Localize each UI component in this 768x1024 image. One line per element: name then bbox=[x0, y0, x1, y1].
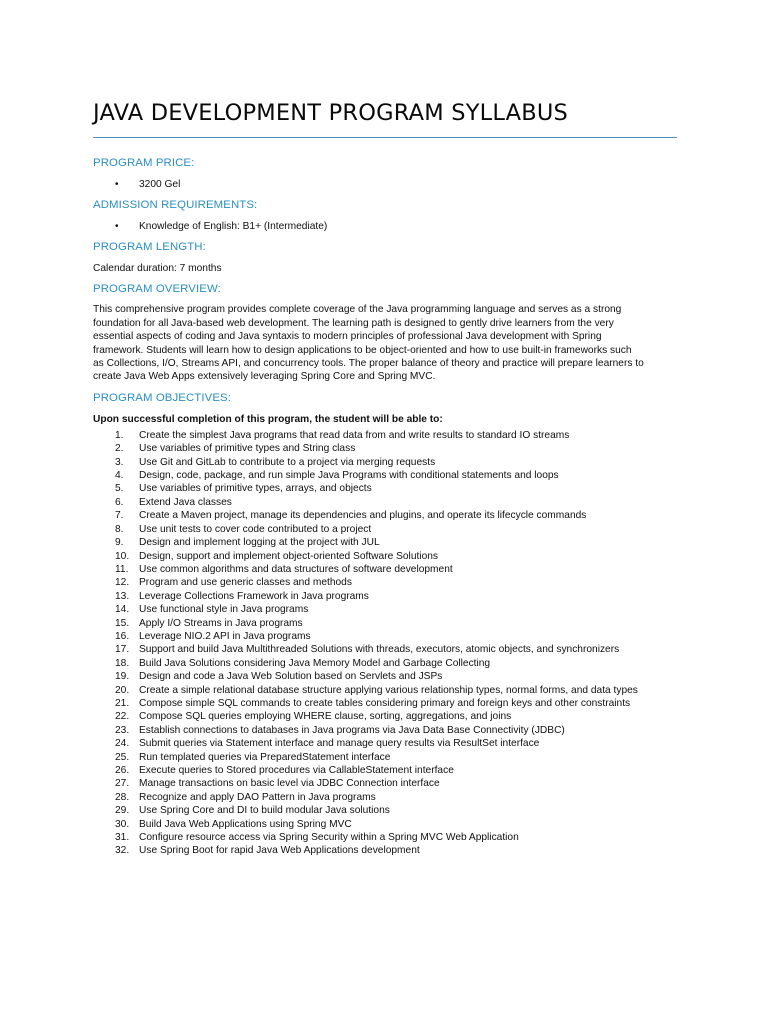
list-item-number: 1. bbox=[115, 429, 124, 441]
list-item-number: 20. bbox=[115, 684, 130, 696]
list-item-text: Use Git and GitLab to contribute to a project via merging requests bbox=[139, 456, 436, 468]
list-item-text: Use common algorithms and data structures of software development bbox=[139, 563, 453, 575]
list-item bbox=[93, 603, 677, 616]
list-item bbox=[93, 751, 677, 764]
list-item-number: 4. bbox=[115, 470, 124, 482]
list-item-text: Configure resource access via Spring Security within a Spring MVC Web Application bbox=[139, 832, 519, 844]
list-item-text: Leverage Collections Framework in Java programs bbox=[139, 590, 369, 602]
list-item bbox=[93, 509, 677, 522]
list-item-number: 17. bbox=[115, 644, 130, 656]
list-item-number: 16. bbox=[115, 630, 130, 642]
list-item bbox=[93, 630, 677, 643]
admission-section bbox=[93, 198, 677, 233]
list-item-number: 28. bbox=[115, 791, 130, 803]
list-item bbox=[93, 482, 677, 495]
list-item-number: 31. bbox=[115, 832, 130, 844]
list-item-number: 14. bbox=[115, 604, 130, 616]
list-item-text: Create a Maven project, manage its dependencies and plugins, and operate its lifecycle commands bbox=[139, 510, 587, 522]
list-item-text: Design and implement logging at the project with JUL bbox=[139, 537, 380, 549]
list-item-text: Run templated queries via PreparedStatement interface bbox=[139, 751, 391, 763]
overview-line: create Java Web Apps extensively leveraging Spring Core and Spring MVC. bbox=[93, 371, 436, 383]
list-item bbox=[93, 804, 677, 817]
overview-line: foundation for all Java-based web development. The learning path is designed to gently drive learners from the very bbox=[93, 317, 614, 329]
list-item bbox=[93, 818, 677, 831]
price-value: 3200 Gel bbox=[139, 179, 181, 190]
list-item-number: 7. bbox=[115, 510, 124, 522]
price-item bbox=[93, 178, 677, 191]
list-item-text: Design and code a Java Web Solution based on Servlets and JSPs bbox=[139, 671, 443, 683]
list-item-number: 6. bbox=[115, 496, 124, 508]
list-item bbox=[93, 456, 677, 469]
list-item-text: Use Spring Boot for rapid Java Web Applications development bbox=[139, 845, 420, 857]
list-item-text: Extend Java classes bbox=[139, 496, 232, 508]
admission-item bbox=[93, 220, 677, 233]
list-item-text: Use variables of primitive types, arrays, and objects bbox=[139, 483, 372, 495]
list-item-number: 24. bbox=[115, 738, 130, 750]
list-item bbox=[93, 724, 677, 737]
list-item bbox=[93, 697, 677, 710]
list-item-number: 15. bbox=[115, 617, 130, 629]
list-item-text: Use Spring Core and DI to build modular Java solutions bbox=[139, 805, 390, 817]
list-item bbox=[93, 429, 677, 442]
overview-line: essential aspects of coding and Java syntaxis to modern principles of professional Java development with Spring bbox=[93, 331, 602, 343]
price-section bbox=[93, 156, 677, 191]
list-item-number: 13. bbox=[115, 590, 130, 602]
overview-line: as Collections, I/O, Streams API, and concurrency tools. The proper balance of theory and practice will prepare learners to bbox=[93, 358, 644, 370]
list-item-text: Establish connections to databases in Java programs via Java Data Base Connectivity (JDBC) bbox=[139, 724, 565, 736]
list-item-text: Use variables of primitive types and String class bbox=[139, 443, 356, 455]
list-item-number: 30. bbox=[115, 818, 130, 830]
list-item bbox=[93, 657, 677, 670]
list-item-text: Recognize and apply DAO Pattern in Java programs bbox=[139, 791, 376, 803]
list-item-text: Apply I/O Streams in Java programs bbox=[139, 617, 303, 629]
list-item-number: 26. bbox=[115, 765, 130, 776]
overview-heading: PROGRAM OVERVIEW: bbox=[93, 283, 221, 296]
overview-line: framework. Students will learn how to design applications to be object-oriented and how to use built-in frameworks such bbox=[93, 344, 632, 356]
list-item bbox=[93, 844, 677, 857]
list-item-text: Submit queries via Statement interface and manage query results via ResultSet interface bbox=[139, 738, 540, 750]
list-item-number: 9. bbox=[115, 537, 124, 549]
title-divider bbox=[93, 137, 677, 138]
list-item bbox=[93, 523, 677, 536]
list-item bbox=[93, 710, 677, 723]
list-item-number: 23. bbox=[115, 724, 130, 736]
bullet-icon: • bbox=[115, 221, 119, 232]
price-heading: PROGRAM PRICE: bbox=[93, 157, 195, 169]
list-item-number: 32. bbox=[115, 845, 130, 857]
list-item bbox=[93, 777, 677, 790]
list-item-number: 8. bbox=[115, 523, 124, 535]
list-item-number: 19. bbox=[115, 671, 130, 683]
list-item-number: 2. bbox=[115, 443, 124, 455]
objectives-list bbox=[93, 429, 677, 858]
list-item bbox=[93, 684, 677, 697]
overview-paragraph bbox=[93, 303, 677, 383]
list-item-number: 21. bbox=[115, 697, 130, 709]
list-item-text: Design, code, package, and run simple Java Programs with conditional statements and loops bbox=[139, 470, 559, 482]
admission-heading: ADMISSION REQUIREMENTS: bbox=[93, 199, 258, 211]
list-item bbox=[93, 764, 677, 777]
length-value: Calendar duration: 7 months bbox=[93, 263, 222, 274]
length-section bbox=[93, 240, 677, 275]
list-item-number: 27. bbox=[115, 778, 130, 790]
list-item-number: 25. bbox=[115, 751, 130, 763]
list-item-text: Create a simple relational database structure applying various relationship types, normal forms, and data types bbox=[139, 684, 638, 696]
objectives-heading: PROGRAM OBJECTIVES: bbox=[93, 391, 231, 404]
list-item bbox=[93, 442, 677, 455]
list-item bbox=[93, 643, 677, 656]
list-item bbox=[93, 576, 677, 589]
list-item bbox=[93, 831, 677, 844]
list-item-text: Manage transactions on basic level via JDBC Connection interface bbox=[139, 778, 440, 790]
list-item bbox=[93, 617, 677, 630]
list-item-number: 12. bbox=[115, 577, 130, 589]
objectives-section bbox=[93, 391, 677, 858]
list-item bbox=[93, 737, 677, 750]
list-item-number: 10. bbox=[115, 550, 130, 562]
list-item-text: Build Java Solutions considering Java Memory Model and Garbage Collecting bbox=[139, 657, 491, 669]
list-item-text: Leverage NIO.2 API in Java programs bbox=[139, 630, 311, 642]
list-item-text: Program and use generic classes and methods bbox=[139, 577, 352, 589]
bullet-icon: • bbox=[115, 179, 119, 190]
overview-line: This comprehensive program provides complete coverage of the Java programming language and serves as a strong bbox=[93, 304, 622, 316]
list-item-text: Support and build Java Multithreaded Solutions with threads, executors, atomic objects, and synchronizers bbox=[139, 644, 620, 656]
list-item bbox=[93, 670, 677, 683]
list-item-number: 18. bbox=[115, 657, 130, 669]
list-item-text: Use unit tests to cover code contributed to a project bbox=[139, 523, 372, 535]
list-item bbox=[93, 496, 677, 509]
list-item-text: Design, support and implement object-oriented Software Solutions bbox=[139, 550, 438, 562]
list-item bbox=[93, 469, 677, 482]
list-item-text: Use functional style in Java programs bbox=[139, 604, 309, 616]
list-item-text: Compose simple SQL commands to create tables considering primary and foreign keys and other constraints bbox=[139, 697, 631, 709]
list-item-text: Create the simplest Java programs that read data from and write results to standard IO streams bbox=[139, 429, 570, 441]
list-item-text: Execute queries to Stored procedures via CallableStatement interface bbox=[139, 765, 454, 776]
list-item bbox=[93, 550, 677, 563]
length-heading: PROGRAM LENGTH: bbox=[93, 241, 206, 253]
list-item-text: Compose SQL queries employing WHERE clause, sorting, aggregations, and joins bbox=[139, 711, 512, 723]
list-item-number: 11. bbox=[115, 563, 129, 575]
document-body bbox=[93, 156, 677, 858]
objectives-lead: Upon successful completion of this program, the student will be able to: bbox=[93, 413, 443, 425]
list-item bbox=[93, 791, 677, 804]
document-title: JAVA DEVELOPMENT PROGRAM SYLLABUS bbox=[93, 100, 569, 126]
list-item bbox=[93, 536, 677, 549]
list-item bbox=[93, 590, 677, 603]
list-item-text: Build Java Web Applications using Spring MVC bbox=[139, 818, 352, 830]
admission-value: Knowledge of English: B1+ (Intermediate) bbox=[139, 221, 328, 232]
list-item-number: 22. bbox=[115, 711, 130, 723]
list-item-number: 29. bbox=[115, 805, 130, 817]
list-item-number: 5. bbox=[115, 483, 124, 495]
overview-section bbox=[93, 282, 677, 383]
list-item-number: 3. bbox=[115, 456, 124, 468]
list-item bbox=[93, 563, 677, 576]
